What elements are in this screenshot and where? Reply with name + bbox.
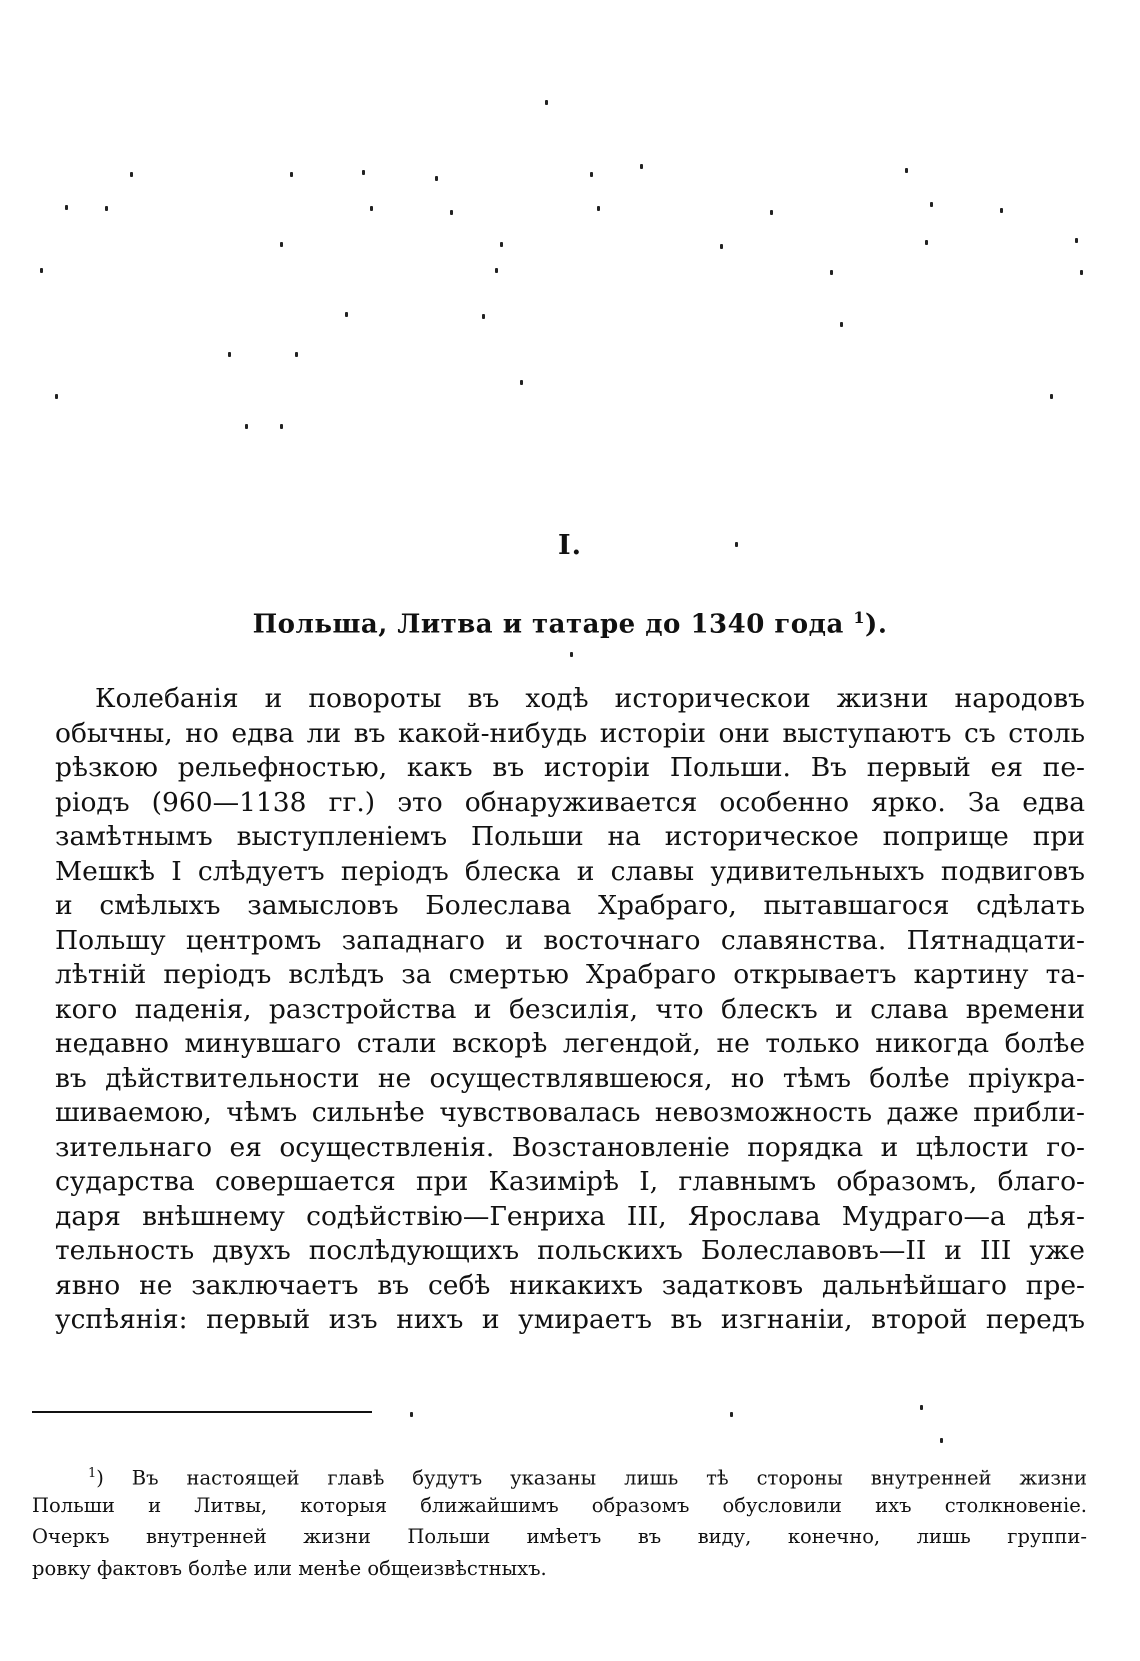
- speck: [570, 652, 573, 657]
- text-line: недавно минувшаго стали вскорѣ легендой, не только никогда болѣе: [55, 1028, 1085, 1059]
- text-line: Мешкѣ I слѣдуетъ періодъ блеска и славы удивительныхъ подвиговъ: [55, 855, 1085, 887]
- speck: [930, 202, 933, 207]
- speck: [730, 1412, 733, 1417]
- text-line: въ дѣйствительности не осуществлявшеюся, но тѣмъ болѣе пріукра-: [55, 1062, 1085, 1094]
- footnote-line: ровку фактовъ болѣе или менѣе общеизвѣстныхъ.: [32, 1556, 547, 1580]
- text-line: ріодъ (960—1138 гг.) это обнаруживается особенно ярко. За едва: [55, 786, 1085, 818]
- text-line: Польшу центромъ западнаго и восточнаго славянства. Пятнадцати-: [55, 924, 1085, 956]
- footnote-line: Очеркъ внутренней жизни Польши имѣетъ въ виду, конечно, лишь группи-: [32, 1525, 1087, 1548]
- speck: [228, 352, 231, 357]
- text-line: и смѣлыхъ замысловъ Болеслава Храбраго, пытавшагося сдѣлать: [55, 890, 1085, 921]
- speck: [590, 172, 593, 177]
- text-line: Колебанія и повороты въ ходѣ историческои жизни народовъ: [95, 683, 1085, 714]
- text-line: рѣзкою рельефностью, какъ въ исторіи Польши. Въ первый ея пе-: [55, 752, 1085, 783]
- speck: [362, 170, 365, 175]
- chapter-number: I.: [557, 530, 583, 561]
- text-line: успѣянія: первый изъ нихъ и умираетъ въ изгнаніи, второй передъ: [55, 1304, 1085, 1335]
- chapter-title-text: Польша, Литва и татаре до 1340 года: [252, 609, 844, 640]
- speck: [482, 314, 485, 319]
- speck: [450, 210, 453, 215]
- speck: [1080, 270, 1083, 275]
- text-line: тельность двухъ послѣдующихъ польскихъ Болеславовъ—II и III уже: [55, 1235, 1085, 1266]
- footnote: [32, 1458, 1087, 1584]
- speck: [920, 1405, 923, 1410]
- footnote-line-text: ) Въ настоящей главѣ будутъ указаны лишь тѣ стороны внутренней жизни: [96, 1466, 1087, 1490]
- chapter-title: [0, 608, 1140, 640]
- text-line: зительнаго ея осуществленія. Возстановленіе порядка и цѣлости го-: [55, 1131, 1085, 1163]
- text-line: кого паденія, разстройства и безсилія, что блескъ и слава времени: [55, 993, 1085, 1025]
- speck: [410, 1412, 413, 1417]
- speck: [295, 352, 298, 357]
- speck: [520, 380, 523, 385]
- speck: [840, 322, 843, 327]
- speck: [280, 424, 283, 429]
- speck: [925, 240, 928, 245]
- footnote-line: [32, 1458, 1087, 1490]
- speck: [830, 270, 833, 275]
- speck: [370, 206, 373, 211]
- speck: [1000, 208, 1003, 213]
- text-line: явно не заключаетъ въ себѣ никакихъ задатковъ дальнѣйшаго пре-: [55, 1269, 1085, 1301]
- body-paragraph: [55, 682, 1085, 1338]
- speck: [500, 242, 503, 247]
- speck: [435, 176, 438, 181]
- text-line: обычны, но едва ли въ какой-нибудь исторіи они выступаютъ съ столь: [55, 717, 1085, 749]
- speck: [640, 164, 643, 169]
- text-line: даря внѣшнему содѣйствію—Генриха III, Ярослава Мудраго—а дѣя-: [55, 1200, 1085, 1232]
- speck: [940, 1438, 943, 1443]
- speck: [65, 205, 68, 210]
- speck: [105, 206, 108, 211]
- footnote-mark: 1: [88, 1466, 97, 1481]
- speck: [55, 394, 58, 399]
- chapter-title-tail: ).: [865, 609, 888, 640]
- speck: [290, 172, 293, 177]
- speck: [495, 268, 498, 273]
- text-line: шиваемою, чѣмъ сильнѣе чувствовалась невозможность даже прибли-: [55, 1097, 1085, 1128]
- text-line: лѣтній періодъ вслѣдъ за смертью Храбраго открываетъ картину та-: [55, 959, 1085, 990]
- speck: [720, 244, 723, 249]
- text-line: замѣтнымъ выступленіемъ Польши на историческое поприще при: [55, 821, 1085, 852]
- speck: [545, 100, 548, 105]
- speck: [280, 242, 283, 247]
- speck: [1050, 394, 1053, 399]
- speck: [770, 210, 773, 215]
- speck: [40, 268, 43, 273]
- speck: [130, 172, 133, 177]
- speck: [1075, 238, 1078, 243]
- speck: [597, 206, 600, 211]
- footnote-line: Польши и Литвы, которыя ближайшимъ образомъ обусловили ихъ столкновеніе.: [32, 1493, 1087, 1517]
- footnote-reference: 1: [853, 608, 866, 627]
- text-line: сударства совершается при Казимірѣ I, главнымъ образомъ, благо-: [55, 1166, 1085, 1197]
- speck: [345, 312, 348, 317]
- speck: [245, 424, 248, 429]
- footnote-separator: [32, 1411, 372, 1413]
- speck: [905, 168, 908, 173]
